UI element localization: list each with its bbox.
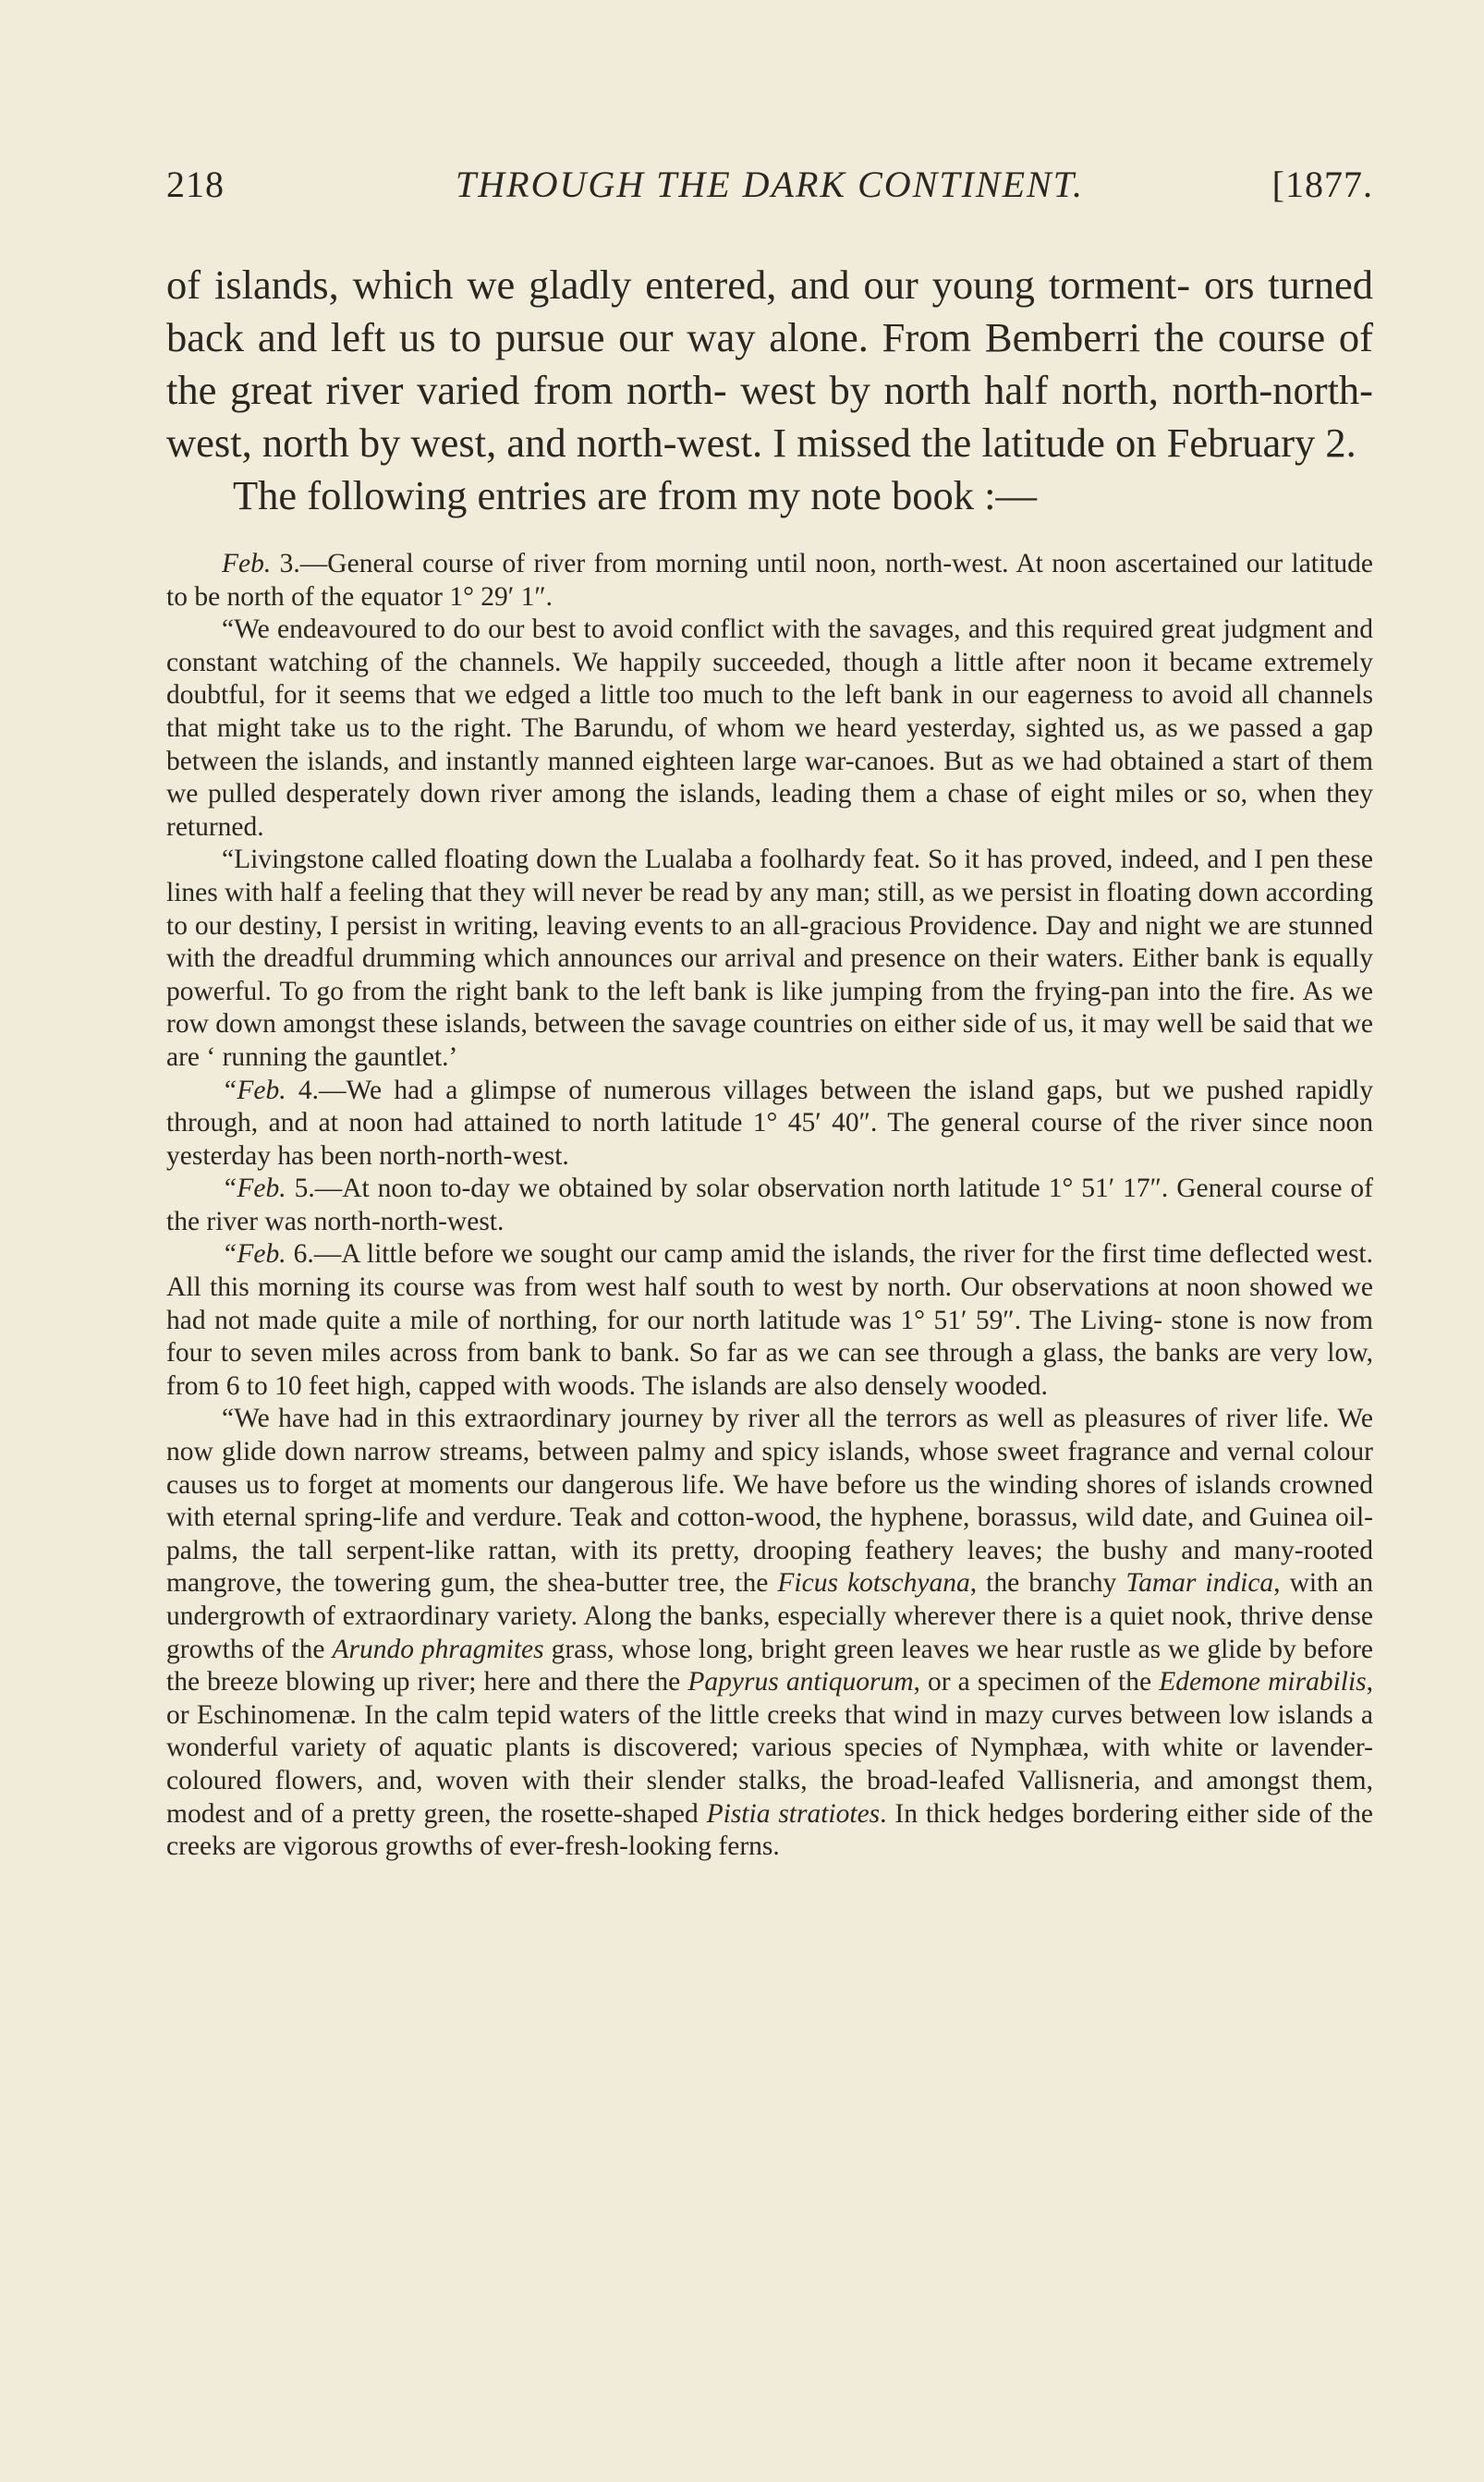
entry-date: Feb.: [222, 549, 272, 578]
running-head: [166, 157, 1373, 213]
journal-paragraph-conflict: “We endeavoured to do our best to avoid conflict with the savages, and this required great judgment and constant watching of the channels. We happily succeeded, though a little after noon it became extremely doubtful, for it seems that we edged a little too much to the left bank in our eagerness to avoid all channels that might take us to the right. The Barundu, of whom we heard yesterday, sighted us, as we passed a gap between the islands, and instantly manned eighteen large war-canoes. But as we had obtained a start of them we pulled desperately down river among the islands, leading them a chase of eight miles or so, when they returned.: [166, 614, 1373, 842]
main-text: [166, 259, 1373, 522]
text-run: “We have had in this extraordinary journey by river all the terrors as well as pleasures of river life. We now glide down narrow streams, between palmy and spicy islands, whose sweet fragrance and vernal colour causes us to forget at moments our dangerous life. We have before us the winding shores of islands crowned with eternal spring-life and verdure. Teak and cotton-wood, the hyphene, borassus, wild date, and Guinea oil-palms, the tall serpent-like rattan, with its pretty, drooping feathery leaves; the bushy and many-rooted mangrove, the towering gum, the shea-butter tree, the: [166, 1404, 1373, 1599]
entry-date: “Feb.: [222, 1075, 286, 1105]
text-run: . In thick hedges bordering either side of the creeks are vigorous growths of ever-fresh-looking ferns.: [166, 1798, 1373, 1862]
journal-entry-feb-6: [166, 1238, 1373, 1403]
running-year: [1877.: [1271, 164, 1373, 205]
lead-paragraph: of islands, which we gladly entered, and our young torment- ors turned back and left us to pursue our way alone. From Bemberri the course of the great river varied from north- west by north half north, north-north-west, north by west, and north-west. I missed the latitude on February 2.: [166, 262, 1373, 466]
entry-text: 5.—At noon to-day we obtained by solar observation north latitude 1° 51′ 17″. General course of the river was north-north-west.: [166, 1174, 1373, 1236]
text-run: , with an undergrowth of extraordinary variety. Along the banks, especially wherever there is a quiet nook, thrive dense growths of the: [166, 1568, 1373, 1664]
entry-date: “Feb.: [222, 1174, 286, 1204]
page-number: 218: [166, 164, 225, 205]
journal-entry-feb-3: [166, 548, 1373, 614]
species-name: Pistia stratiotes: [706, 1798, 881, 1829]
species-name: Papyrus antiquorum: [687, 1667, 914, 1697]
species-name: Tamar indica: [1125, 1568, 1274, 1599]
entry-text: 3.—General course of river from morning until noon, north-west. At noon ascertained our latitude to be north of the equator 1° 29′ 1″.: [166, 549, 1373, 612]
journal-paragraph-livingstone: “Livingstone called floating down the Lualaba a foolhardy feat. So it has proved, indeed, and I pen these lines with half a feeling that they will never be read by any man; still, as we persist in floating down according to our destiny, I persist in writing, leaving events to an all-gracious Providence. Day and night we are stunned with the dreadful drumming which announces our arrival and presence on their waters. Either bank is equally powerful. To go from the right bank to the left bank is like jumping from the frying-pan into the fire. As we row down amongst these islands, between the savage countries on either side of us, it may well be said that we are ‘ running the gauntlet.’: [166, 845, 1373, 1072]
journal-entry-feb-5: [166, 1173, 1373, 1238]
journal-entry-feb-4: [166, 1075, 1373, 1174]
species-name: Edemone mirabilis: [1159, 1667, 1367, 1697]
journal-extract: [166, 548, 1373, 1864]
text-run: , or Eschinomenæ. In the calm tepid waters of the little creeks that wind in mazy curves between low islands a wonderful variety of aquatic plants is discovered; various species of Nymphæa, with white or lavender-coloured flowers, and, woven with their slender stalks, the broad-leafed Vallisneria, and amongst them, modest and of a pretty green, the rosette-shaped: [166, 1667, 1374, 1829]
species-name: Arundo phragmites: [332, 1634, 544, 1664]
text-run: , or a specimen of the: [913, 1667, 1160, 1697]
text-run: grass, whose long, bright green leaves we hear rustle as we glide by before the breeze blowing up river; here and there the: [166, 1634, 1374, 1697]
running-title: THROUGH THE DARK CONTINENT.: [456, 164, 1084, 205]
entry-date: “Feb.: [222, 1239, 286, 1270]
species-name: Ficus kotschyana: [777, 1568, 970, 1599]
entry-text: 6.—A little before we sought our camp amid the islands, the river for the first time deflected west. All this morning its course was from west half south to west by north. Our observations at noon showed we had not made quite a mile of northing, for our north latitude was 1° 51′ 59″. The Living- stone is now from four to seven miles across from bank to bank. So far as we can see through a glass, the banks are very low, from 6 to 10 feet high, capped with woods. The islands are also densely wooded.: [166, 1239, 1373, 1401]
book-page: [166, 157, 1373, 1864]
entry-text: 4.—We had a glimpse of numerous villages between the island gaps, but we pushed rapidly through, and at noon had attained to north latitude 1° 45′ 40″. The general course of the river since noon yesterday has been north-north-west.: [166, 1075, 1373, 1171]
intro-line: The following entries are from my note book :—: [233, 472, 1038, 518]
text-run: , the branchy: [969, 1568, 1126, 1599]
journal-paragraph-river-life: [166, 1403, 1373, 1863]
